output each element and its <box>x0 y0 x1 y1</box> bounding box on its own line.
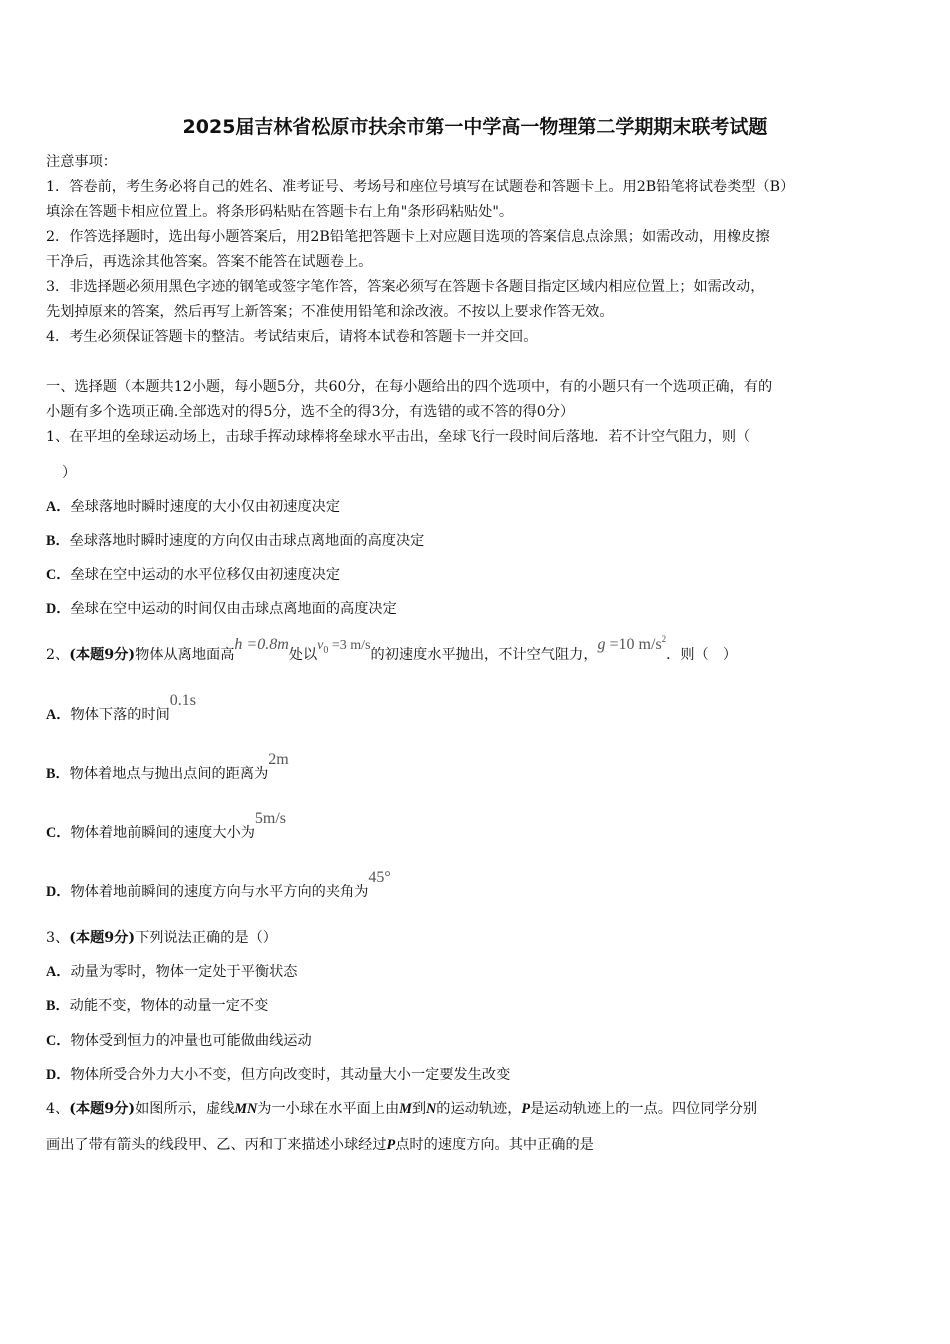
symbol-p: P <box>386 1137 396 1153</box>
velocity-formula <box>317 638 371 656</box>
option-text: 垒球落地时瞬时速度的方向仅由击球点离地面的高度决定 <box>69 533 425 549</box>
stem-text: 处以 <box>288 647 318 663</box>
formula-text: h =0.8m <box>234 636 289 653</box>
option-math: 0.1s <box>169 692 196 709</box>
stem-text: 到 <box>411 1101 427 1117</box>
symbol-mn: MN <box>234 1101 258 1117</box>
option-text: 物体着地前瞬间的速度方向与水平方向的夹角为 <box>70 884 369 900</box>
stem-text: 的运动轨迹， <box>436 1101 522 1117</box>
notice-line-4: 干净后，再选涂其他答案。答案不能答在试题卷上。 <box>46 254 373 270</box>
option-letter: C． <box>46 567 71 583</box>
option-letter: B． <box>46 998 70 1014</box>
stem-text: 是运动轨迹上的一点。四位同学分别 <box>530 1101 758 1117</box>
question-3-stem <box>46 928 277 948</box>
formula-symbol: g <box>597 636 606 653</box>
page-title: 2025届吉林省松原市扶余市第一中学高一物理第二学期期末联考试题 <box>182 116 768 138</box>
question-1-option-a <box>46 497 340 517</box>
formula-text: =3 m/s <box>328 638 371 653</box>
option-text: 物体所受合外力大小不变，但方向改变时，其动量大小一定要发生改变 <box>70 1067 511 1083</box>
question-number: 2、 <box>46 647 70 663</box>
option-letter: C． <box>46 825 71 841</box>
option-letter: A． <box>46 964 71 980</box>
question-1-stem-end: ） <box>62 465 77 481</box>
question-3-option-a <box>46 962 297 982</box>
stem-text: 点时的速度方向。其中正确的是 <box>395 1137 594 1153</box>
question-3-option-b <box>46 996 268 1016</box>
formula-text: =10 m/s <box>605 636 662 653</box>
question-2-option-a <box>46 692 196 725</box>
question-2-option-c <box>46 810 287 843</box>
option-math: 2m <box>268 751 289 768</box>
option-text: 物体着地点与抛出点间的距离为 <box>69 766 269 782</box>
question-number: 3、 <box>46 930 70 946</box>
stem-text: 物体从离地面高 <box>135 647 235 663</box>
notice-line-7: 4．考生必须保证答题卡的整洁。考试结束后，请将本试卷和答题卡一并交回。 <box>46 329 538 345</box>
option-letter: D． <box>46 884 71 900</box>
section-header-line-1: 一、选择题（本题共12小题，每小题5分，共60分，在每小题给出的四个选项中，有的小题只有一个选项正确，有的 <box>46 379 773 395</box>
symbol-m: M <box>399 1101 412 1117</box>
option-text: 动能不变，物体的动量一定不变 <box>69 998 269 1014</box>
option-letter: B． <box>46 766 70 782</box>
option-text: 垒球落地时瞬时速度的大小仅由初速度决定 <box>70 499 341 515</box>
question-2-option-b <box>46 751 289 784</box>
question-2-option-d <box>46 869 391 902</box>
option-letter: C． <box>46 1033 71 1049</box>
question-2-stem <box>46 634 738 667</box>
option-letter: D． <box>46 601 71 617</box>
option-text: 动量为零时，物体一定处于平衡状态 <box>70 964 298 980</box>
notice-heading: 注意事项： <box>46 154 117 170</box>
stem-text: 如图所示，虚线 <box>135 1101 235 1117</box>
question-4-stem-line-2 <box>46 1135 594 1155</box>
question-1-option-c <box>46 565 340 585</box>
formula-superscript: 2 <box>661 634 667 644</box>
notice-line-6: 先划掉原来的答案，然后再写上新答案；不准使用铅笔和涂改液。不按以上要求作答无效。 <box>46 304 614 320</box>
height-formula <box>234 636 288 653</box>
option-math: 5m/s <box>254 810 287 827</box>
notice-line-5: 3．非选择题必须用黑色字迹的钢笔或签字笔作答，答案必须写在答题卡各题目指定区域内相应位置上；如需改动， <box>46 279 765 295</box>
formula-subscript: 0 <box>323 645 329 656</box>
option-letter: B． <box>46 533 70 549</box>
stem-text: 为一小球在水平面上由 <box>257 1101 400 1117</box>
question-3-option-d <box>46 1065 510 1085</box>
notice-line-2: 填涂在答题卡相应位置上。将条形码粘贴在答题卡右上角"条形码粘贴处"。 <box>46 204 514 220</box>
option-text: 垒球在空中运动的水平位移仅由初速度决定 <box>70 567 341 583</box>
symbol-n: N <box>426 1101 437 1117</box>
option-text: 物体下落的时间 <box>70 707 170 723</box>
question-score: (本题9分) <box>69 1101 136 1117</box>
section-header-line-2: 小题有多个选项正确.全部选对的得5分，选不全的得3分，有选错的或不答的得0分） <box>46 404 575 420</box>
notice-line-3: 2．作答选择题时，选出每小题答案后，用2B铅笔把答题卡上对应题目选项的答案信息点涂黑；如需改动，用橡皮擦 <box>46 229 770 245</box>
question-number: 4、 <box>46 1101 70 1117</box>
notice-line-1: 1．答卷前，考生务必将自己的姓名、准考证号、考场号和座位号填写在试题卷和答题卡上。用2B铅笔将试卷类型（B） <box>46 179 795 195</box>
question-4-stem <box>46 1099 757 1119</box>
option-text: 物体受到恒力的冲量也可能做曲线运动 <box>70 1033 312 1049</box>
option-letter: D． <box>46 1067 71 1083</box>
option-letter: A． <box>46 707 71 723</box>
symbol-p: P <box>521 1101 531 1117</box>
question-1-stem: 1、在平坦的垒球运动场上，击球手挥动球棒将垒球水平击出，垒球飞行一段时间后落地．若不计空气阻力，则（ <box>46 429 751 445</box>
option-text: 物体着地前瞬间的速度大小为 <box>70 825 255 841</box>
question-score: (本题9分) <box>69 930 136 946</box>
question-1-option-b <box>46 531 424 551</box>
formula-symbol: v <box>317 638 324 653</box>
option-math: 45° <box>368 869 391 886</box>
gravity-formula <box>598 636 667 653</box>
question-1-option-d <box>46 599 397 619</box>
stem-text: 画出了带有箭头的线段甲、乙、丙和丁来描述小球经过 <box>46 1137 387 1153</box>
question-3-option-c <box>46 1031 312 1051</box>
stem-text: 下列说法正确的是（） <box>135 930 277 946</box>
stem-text: 的初速度水平抛出，不计空气阻力， <box>370 647 598 663</box>
option-text: 垒球在空中运动的时间仅由击球点离地面的高度决定 <box>70 601 397 617</box>
option-letter: A． <box>46 499 71 515</box>
question-score: (本题9分) <box>69 647 136 663</box>
stem-text: ．则（ ） <box>666 647 738 663</box>
